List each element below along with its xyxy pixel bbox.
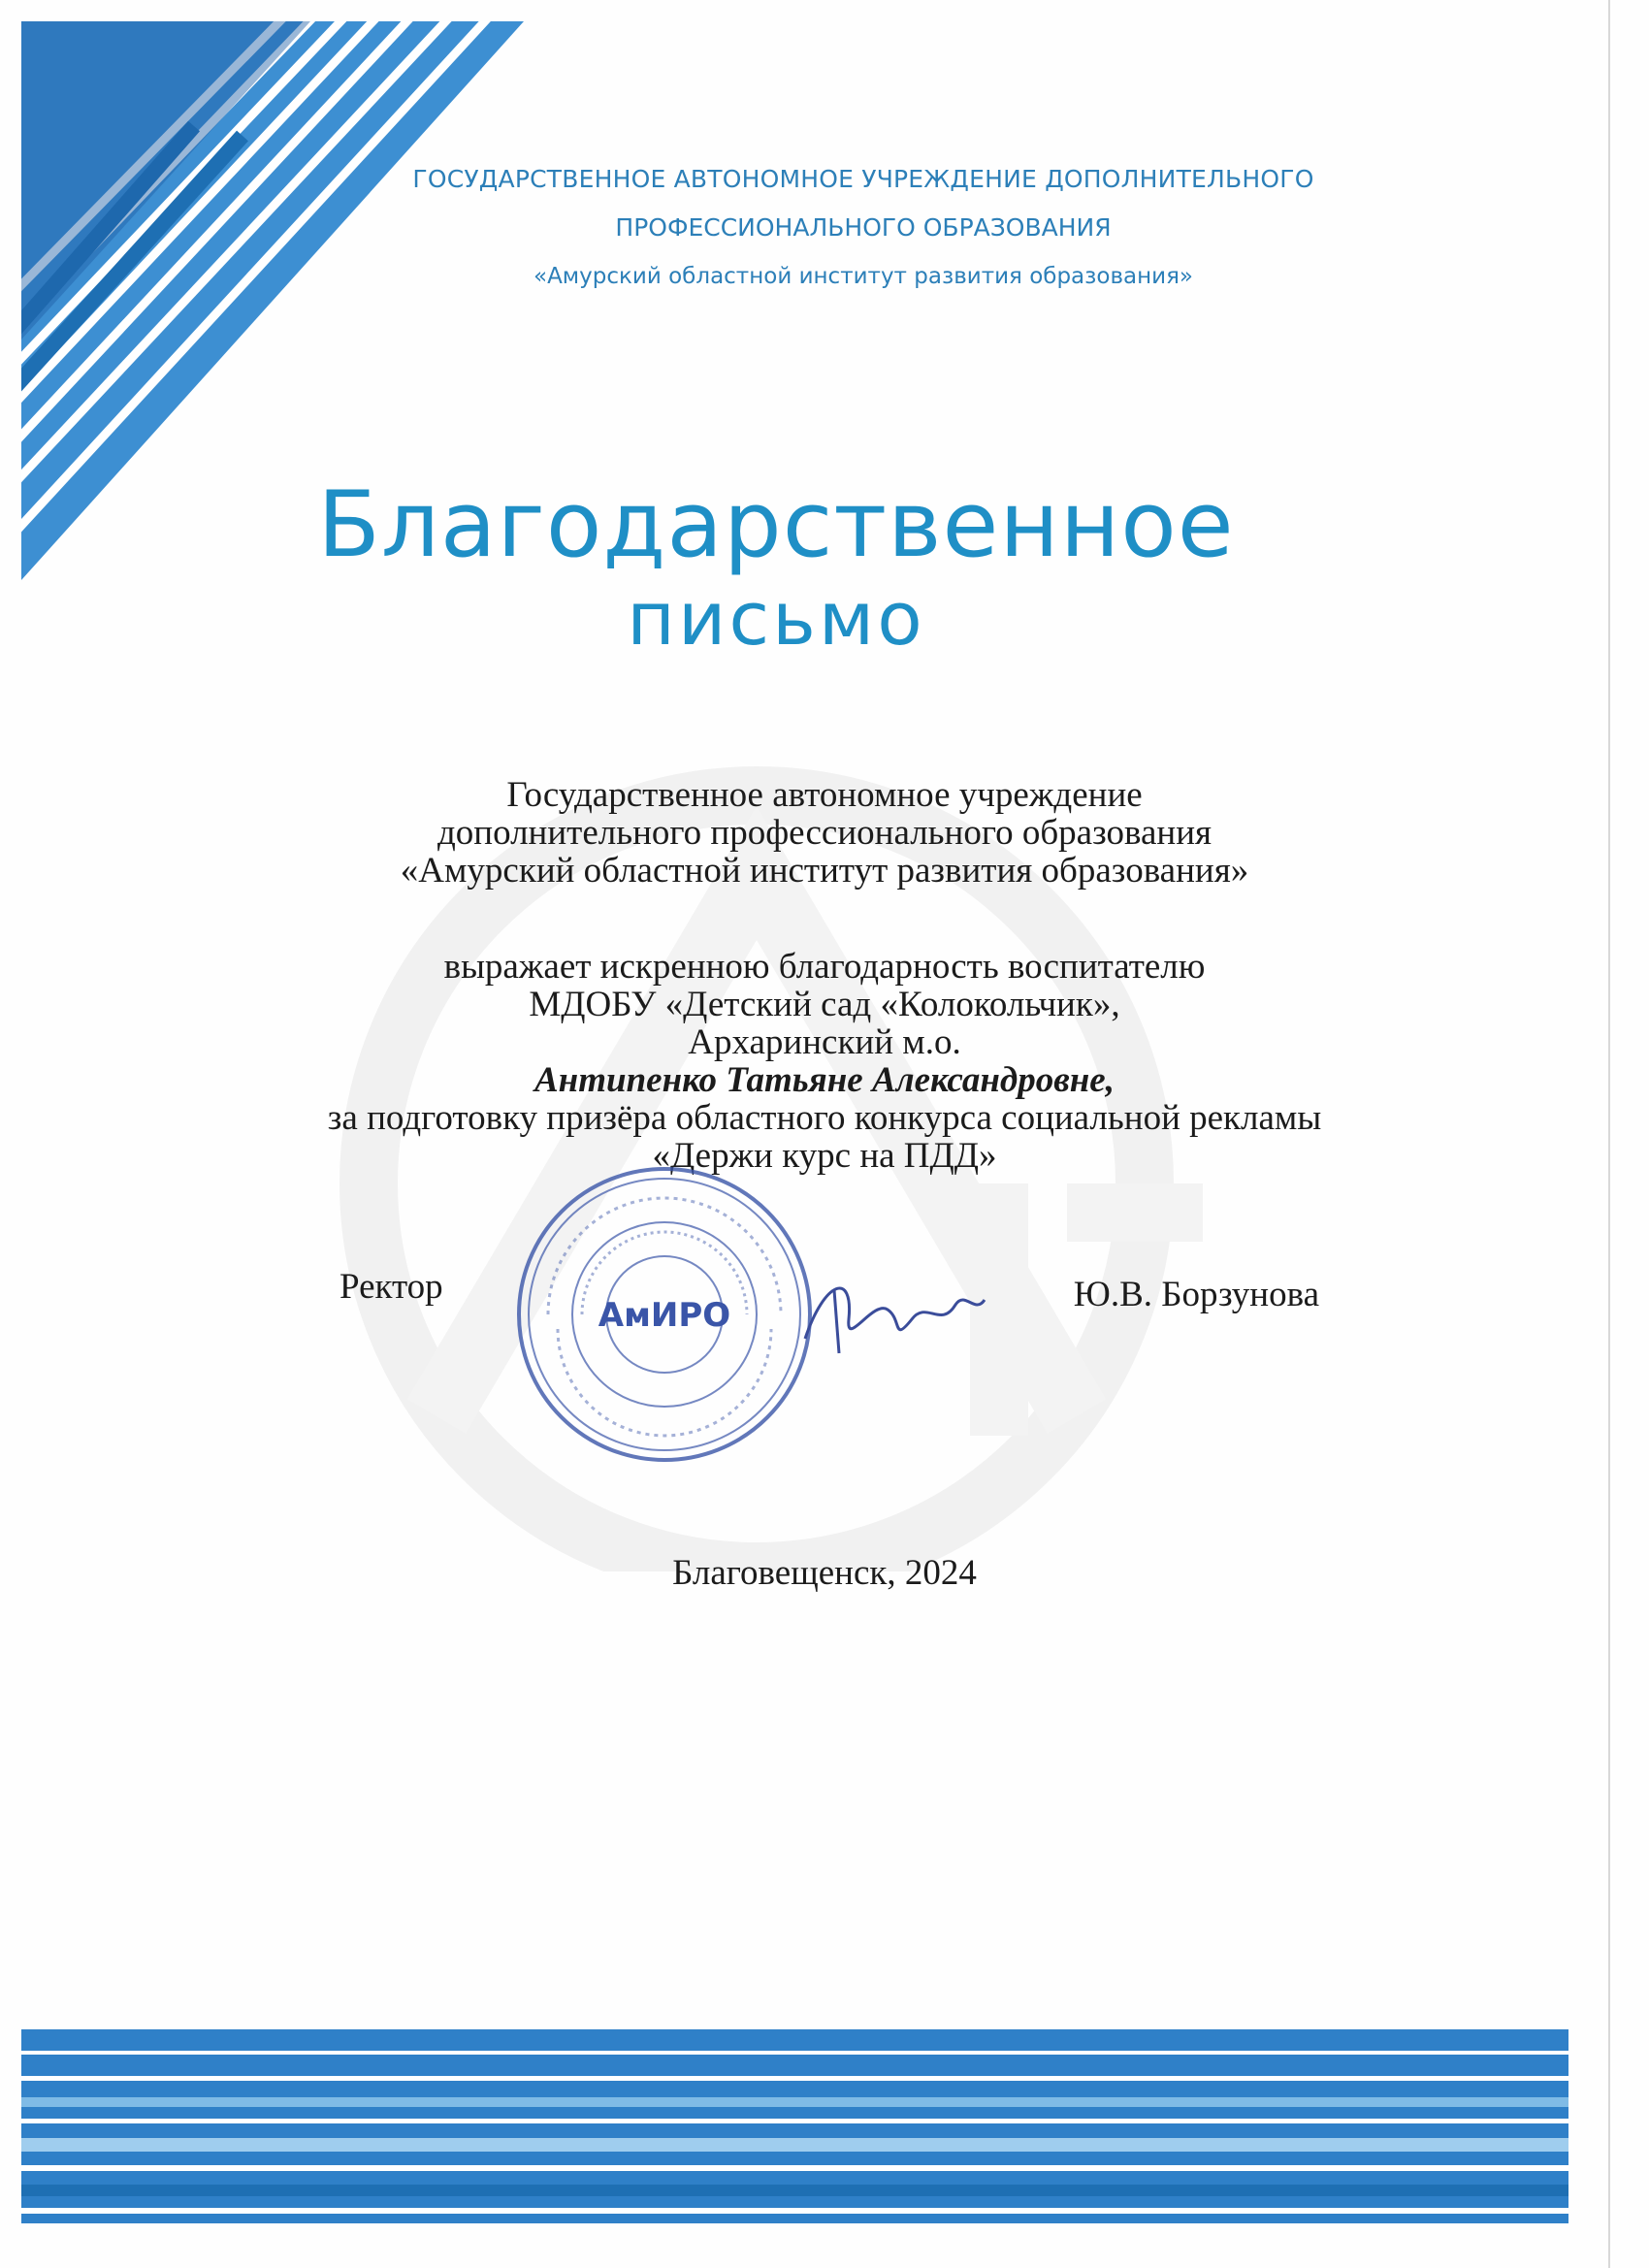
signer-name: Ю.В. Борзунова xyxy=(1073,1275,1319,1314)
official-stamp xyxy=(509,1159,820,1470)
handwritten-signature xyxy=(795,1261,989,1368)
title-line-1: Благодарственное xyxy=(317,472,1235,578)
thanks-line-1: выражает искренною благодарность воспитателю xyxy=(443,947,1206,987)
org-line-2: дополнительного профессионального образования xyxy=(436,813,1212,853)
org-line-3: «Амурский областной институт развития образования» xyxy=(400,851,1249,891)
org-line-1: Государственное автономное учреждение xyxy=(506,775,1143,815)
institution-header xyxy=(369,155,1358,301)
header-line-1: ГОСУДАРСТВЕННОЕ АВТОНОМНОЕ УЧРЕЖДЕНИЕ ДОПОЛНИТЕЛЬНОГО xyxy=(412,165,1314,193)
reason-line-1: за подготовку призёра областного конкурса социальной рекламы xyxy=(327,1098,1322,1138)
spacer xyxy=(213,890,1436,948)
header-line-3: «Амурский областной институт развития образования» xyxy=(534,264,1193,289)
reason-line-2: «Держи курс на ПДД» xyxy=(652,1136,997,1176)
letter-body xyxy=(213,776,1436,1175)
thanks-line-3: Архаринский м.о. xyxy=(688,1022,961,1062)
city-year: Благовещенск, 2024 xyxy=(672,1553,977,1593)
signer-position: Ректор xyxy=(340,1267,443,1307)
document-title xyxy=(291,473,1261,660)
thanks-line-2: МДОБУ «Детский сад «Колокольчик», xyxy=(529,985,1120,1024)
recipient-name: Антипенко Татьяне Александровне, xyxy=(534,1060,1115,1100)
bottom-stripes-decoration xyxy=(21,2029,1568,2223)
title-line-2: письмо xyxy=(627,575,925,662)
header-line-2: ПРОФЕССИОНАЛЬНОГО ОБРАЗОВАНИЯ xyxy=(615,213,1112,242)
stamp-logo-text: АмИРО xyxy=(598,1296,731,1335)
scan-edge-line xyxy=(1605,0,1615,2268)
